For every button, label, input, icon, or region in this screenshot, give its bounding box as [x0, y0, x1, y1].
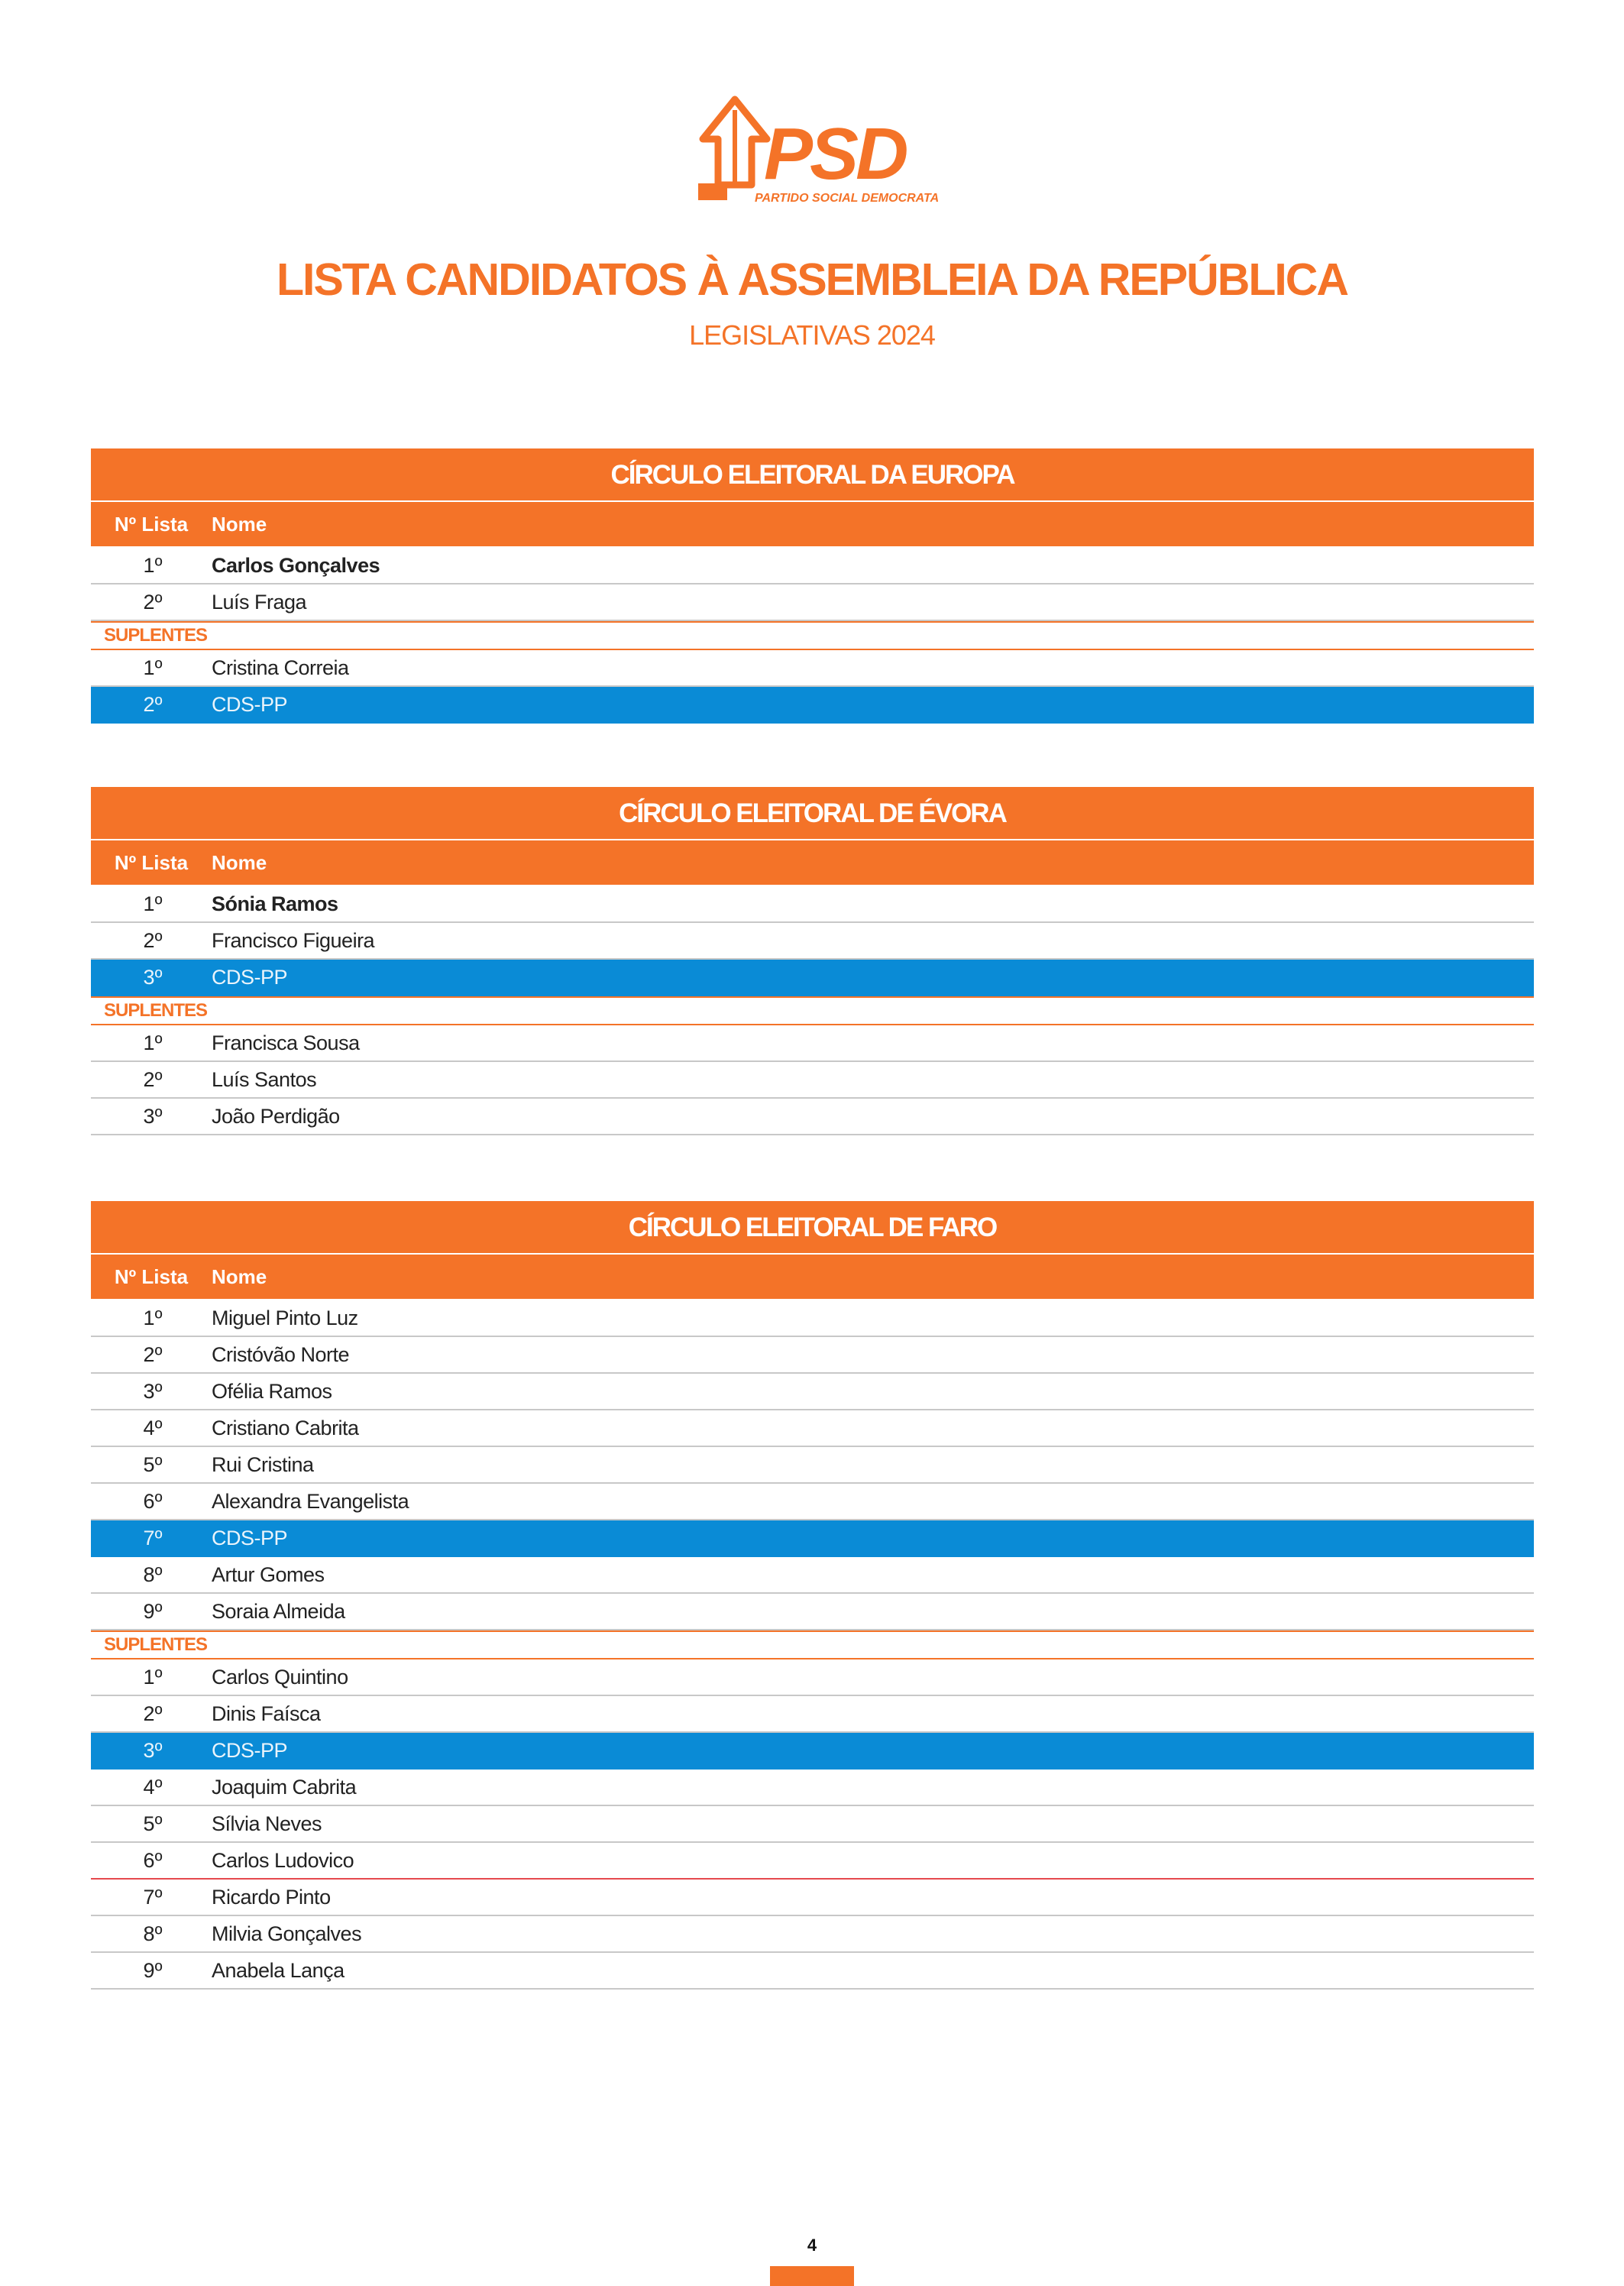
table-row: 8º Milvia Gonçalves: [91, 1916, 1534, 1953]
column-header: [91, 502, 1534, 548]
svg-text:PSD: PSD: [764, 113, 906, 195]
psd-logo: [687, 93, 940, 208]
table-row: 2º Cristóvão Norte: [91, 1337, 1534, 1374]
table-row: 5º Sílvia Neves: [91, 1806, 1534, 1843]
page-tab-decoration: [770, 2266, 854, 2286]
col-name-label: Nome: [212, 1264, 267, 1288]
table-row-cds: 2º CDS-PP: [91, 687, 1534, 724]
suplentes-label: SUPLENTES: [91, 1630, 1534, 1659]
col-name-label: Nome: [212, 850, 267, 874]
suplentes-label: SUPLENTES: [91, 996, 1534, 1025]
table-row: 9º Anabela Lança: [91, 1953, 1534, 1990]
section-europa: [91, 448, 1534, 724]
table-row: 4º Joaquim Cabrita: [91, 1770, 1534, 1806]
table-row: 5º Rui Cristina: [91, 1447, 1534, 1484]
table-row-cds: 7º CDS-PP: [91, 1520, 1534, 1557]
section-faro: [91, 1201, 1534, 1990]
table-row: 8º Artur Gomes: [91, 1557, 1534, 1594]
col-name-label: Nome: [212, 512, 267, 536]
table-row: 1º Francisca Sousa: [91, 1025, 1534, 1062]
col-num-label: Nº Lista: [114, 850, 189, 874]
table-row: 1º Cristina Correia: [91, 650, 1534, 687]
section-evora: [91, 787, 1534, 1135]
document-title: LISTA CANDIDATOS À ASSEMBLEIA DA REPÚBLICA: [277, 254, 1347, 305]
table-row: 1º Carlos Gonçalves: [91, 548, 1534, 584]
table-row: 2º Francisco Figueira: [91, 923, 1534, 960]
table-row: 1º Sónia Ramos: [91, 886, 1534, 923]
suplentes-label: SUPLENTES: [91, 621, 1534, 650]
col-num-label: Nº Lista: [114, 1264, 189, 1288]
table-row: 2º Luís Santos: [91, 1062, 1534, 1099]
table-row: 3º Ofélia Ramos: [91, 1374, 1534, 1410]
section-title: CÍRCULO ELEITORAL DA EUROPA: [91, 448, 1534, 502]
section-title: CÍRCULO ELEITORAL DE FARO: [91, 1201, 1534, 1255]
column-header: [91, 840, 1534, 886]
table-row: 7º Ricardo Pinto: [91, 1880, 1534, 1916]
table-row: 2º Dinis Faísca: [91, 1696, 1534, 1733]
column-header: [91, 1255, 1534, 1300]
table-row: 3º João Perdigão: [91, 1099, 1534, 1135]
table-row: 2º Luís Fraga: [91, 584, 1534, 621]
table-row-cds: 3º CDS-PP: [91, 960, 1534, 996]
table-row: 9º Soraia Almeida: [91, 1594, 1534, 1630]
table-row-cds: 3º CDS-PP: [91, 1733, 1534, 1770]
page-number: 4: [807, 2236, 817, 2255]
table-row: 6º Alexandra Evangelista: [91, 1484, 1534, 1520]
table-row: 4º Cristiano Cabrita: [91, 1410, 1534, 1447]
section-title: CÍRCULO ELEITORAL DE ÉVORA: [91, 787, 1534, 840]
table-row: 6º Carlos Ludovico: [91, 1843, 1534, 1880]
table-row: 1º Miguel Pinto Luz: [91, 1300, 1534, 1337]
svg-text:PARTIDO SOCIAL DEMOCRATA: PARTIDO SOCIAL DEMOCRATA: [755, 192, 940, 205]
table-row: 1º Carlos Quintino: [91, 1659, 1534, 1696]
document-subtitle: LEGISLATIVAS 2024: [689, 319, 935, 351]
col-num-label: Nº Lista: [114, 512, 189, 536]
